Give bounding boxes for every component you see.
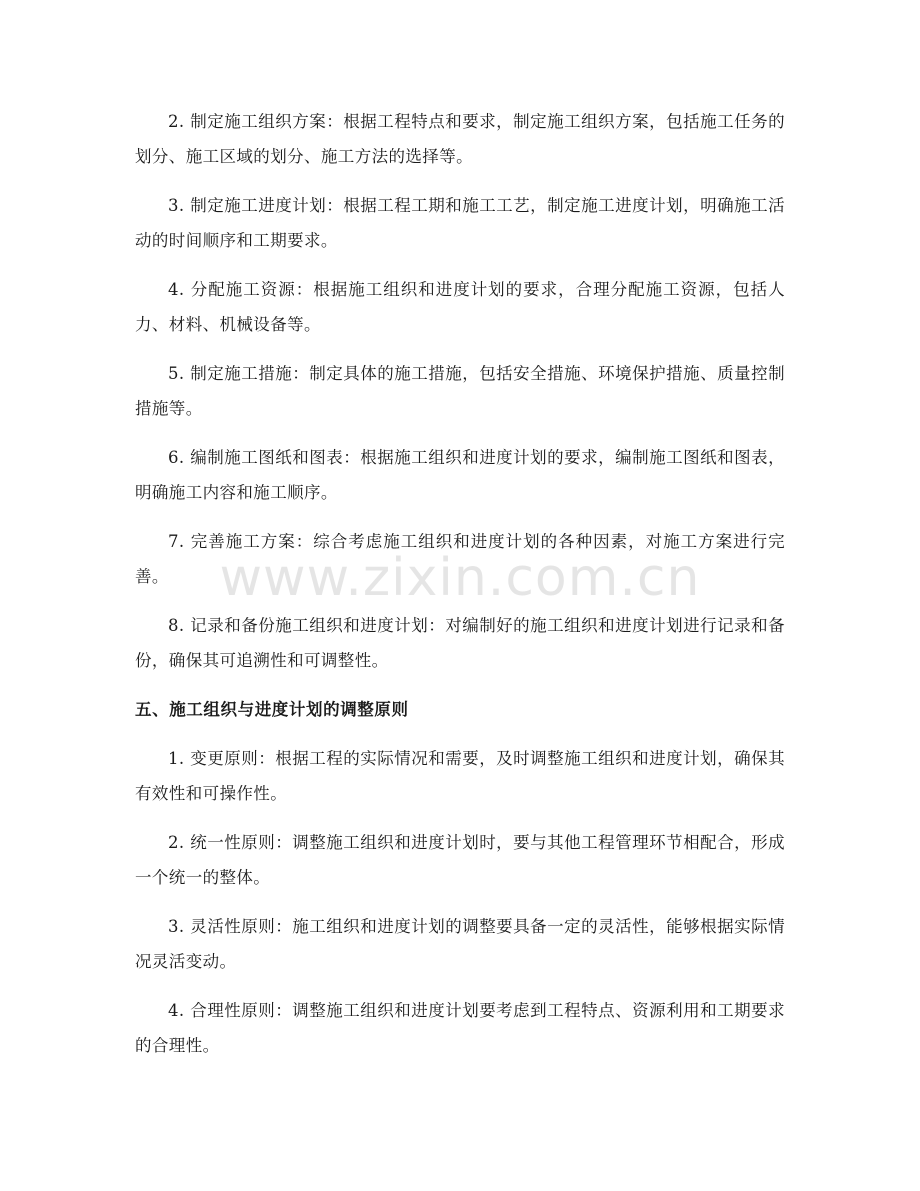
list-item: 4. 合理性原则：调整施工组织和进度计划要考虑到工程特点、资源利用和工期要求的合理性。	[135, 1001, 785, 1055]
list-item: 7. 完善施工方案：综合考虑施工组织和进度计划的各种因素，对施工方案进行完善。	[135, 532, 785, 586]
section-heading: 五、施工组织与进度计划的调整原则	[135, 700, 409, 719]
list-item: 2. 制定施工组织方案：根据工程特点和要求，制定施工组织方案，包括施工任务的划分、施工区域的划分、施工方法的选择等。	[135, 112, 785, 166]
list-item: 3. 制定施工进度计划：根据工程工期和施工工艺，制定施工进度计划，明确施工活动的时间顺序和工期要求。	[135, 196, 785, 250]
list-item: 5. 制定施工措施：制定具体的施工措施，包括安全措施、环境保护措施、质量控制措施等。	[135, 364, 785, 418]
list-item: 3. 灵活性原则：施工组织和进度计划的调整要具备一定的灵活性，能够根据实际情况灵活变动。	[135, 917, 785, 971]
list-item: 1. 变更原则：根据工程的实际情况和需要，及时调整施工组织和进度计划，确保其有效性和可操作性。	[135, 749, 785, 803]
document-body	[135, 104, 785, 1077]
watermark: www.zixin.com.cn	[219, 548, 701, 608]
list-item: 8. 记录和备份施工组织和进度计划：对编制好的施工组织和进度计划进行记录和备份，确保其可追溯性和可调整性。	[135, 616, 785, 670]
list-item: 4. 分配施工资源：根据施工组织和进度计划的要求，合理分配施工资源，包括人力、材料、机械设备等。	[135, 280, 785, 334]
list-item: 2. 统一性原则：调整施工组织和进度计划时，要与其他工程管理环节相配合，形成一个统一的整体。	[135, 833, 785, 887]
list-item: 6. 编制施工图纸和图表：根据施工组织和进度计划的要求，编制施工图纸和图表，明确施工内容和施工顺序。	[135, 448, 785, 502]
